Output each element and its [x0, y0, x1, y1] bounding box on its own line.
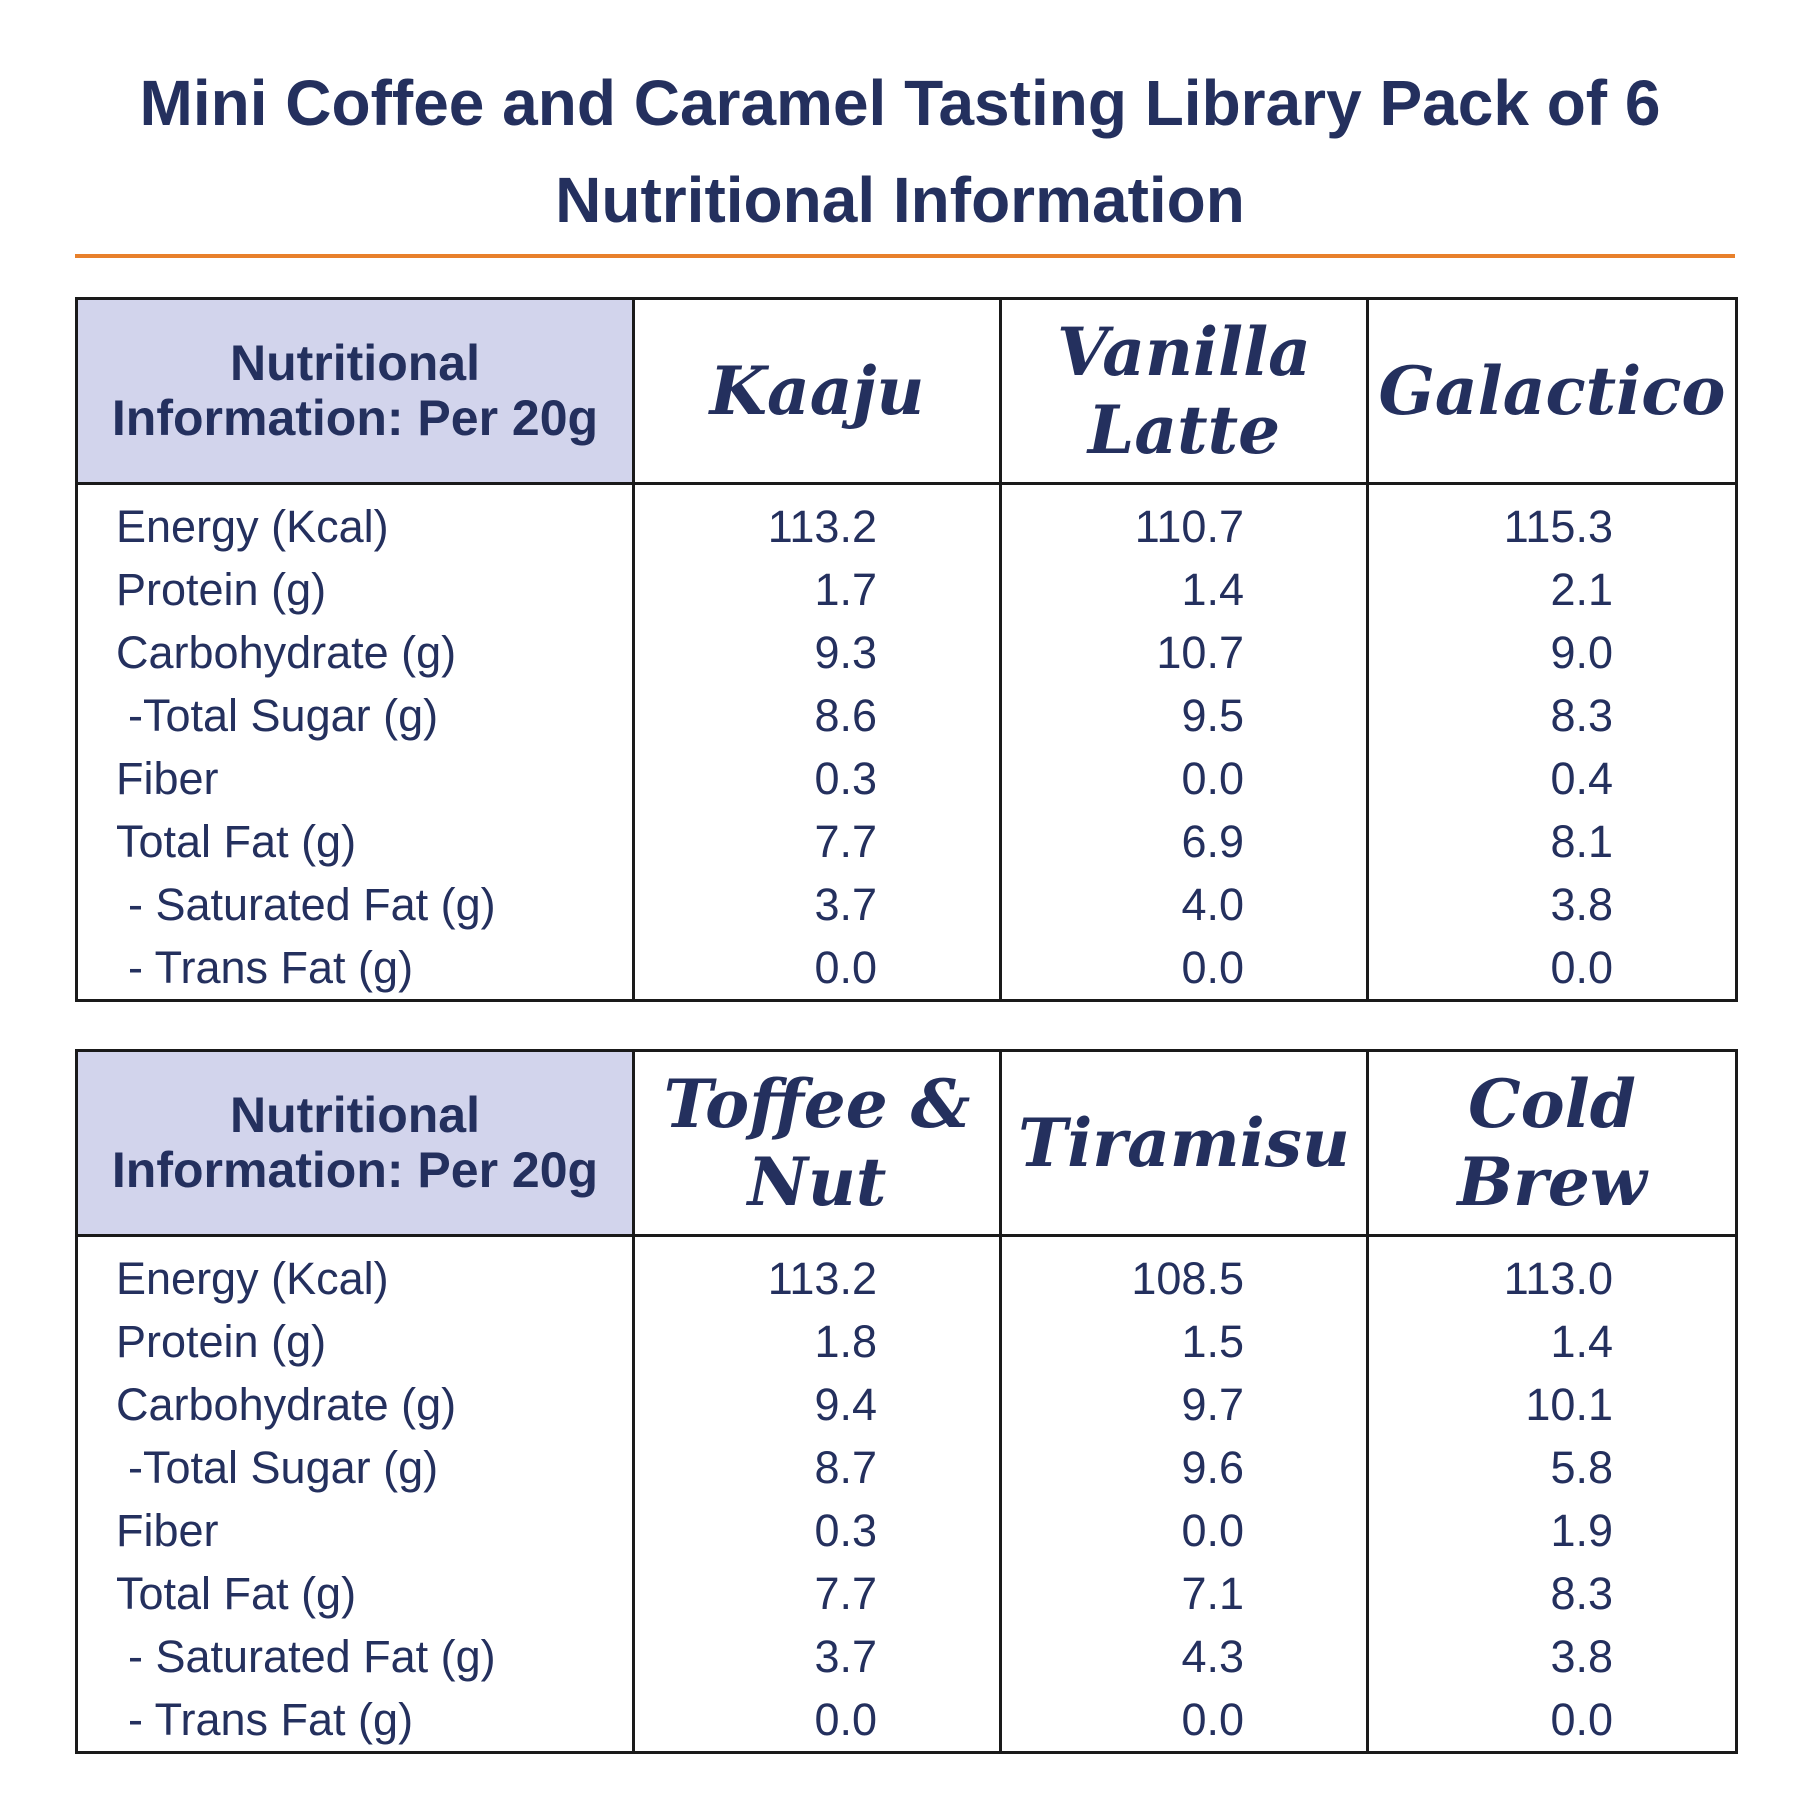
nutrient-value: 113.0 [1503, 1253, 1613, 1304]
nutrient-value: 8.6 [814, 690, 877, 741]
nutrient-value: 9.5 [1181, 690, 1244, 741]
nutrient-value: 5.8 [1550, 1442, 1613, 1493]
nutrient-value: 4.0 [1181, 879, 1244, 930]
product-header-cold-brew [1368, 1051, 1737, 1236]
nutrient-value: 2.1 [1550, 564, 1613, 615]
product-name-line-2: Nut [747, 1143, 887, 1221]
product-name-line-1: Kaaju [709, 352, 925, 430]
nutrient-value: 4.3 [1181, 1631, 1244, 1682]
nutrient-value: 1.4 [1181, 564, 1244, 615]
nutrient-value: 9.6 [1181, 1442, 1244, 1493]
nutrient-value: 9.0 [1550, 627, 1613, 678]
nutrient-label: Protein (g) [116, 564, 327, 615]
nutrient-label: Energy (Kcal) [116, 1253, 389, 1304]
nutrient-value: 7.1 [1181, 1568, 1244, 1619]
nutrient-label: - Trans Fat (g) [128, 942, 414, 993]
nutrient-label: Fiber [116, 753, 219, 804]
nutrient-label: Energy (Kcal) [116, 501, 389, 552]
nutrient-value: 0.0 [1550, 942, 1613, 993]
product-name-line-1: Galactico [1378, 352, 1726, 430]
values-column-tiramisu [1001, 1236, 1368, 1753]
nutrient-value: 8.7 [814, 1442, 877, 1493]
page-title [0, 55, 1800, 249]
nutrient-value: 1.8 [814, 1316, 877, 1367]
values-column-toffee-nut [634, 1236, 1001, 1753]
values-column-cold-brew [1368, 1236, 1737, 1753]
values-column-vanilla-latte [1001, 484, 1368, 1001]
nutrient-label: - Trans Fat (g) [128, 1694, 414, 1745]
nutrient-value: 10.7 [1156, 627, 1244, 678]
values-column-kaaju [634, 484, 1001, 1001]
nutrient-value: 3.7 [814, 1631, 877, 1682]
nutrient-label: Carbohydrate (g) [116, 627, 457, 678]
nutrient-value: 1.5 [1181, 1316, 1244, 1367]
nutrient-label: Carbohydrate (g) [116, 1379, 457, 1430]
product-header-vanilla-latte [1001, 299, 1368, 484]
nutrient-value: 1.7 [814, 564, 877, 615]
header-label-line-2: Information: Per 20g [111, 1142, 599, 1198]
nutrient-value: 10.1 [1525, 1379, 1613, 1430]
nutrient-labels-column [77, 1236, 634, 1753]
product-name-line-1: Vanilla [1057, 313, 1311, 391]
header-label-line-2: Information: Per 20g [111, 390, 599, 446]
product-header-toffee-nut [634, 1051, 1001, 1236]
nutrient-value: 0.0 [1181, 1505, 1244, 1556]
nutrient-labels-column [77, 484, 634, 1001]
nutrient-value: 0.3 [814, 1505, 877, 1556]
title-line-1: Mini Coffee and Caramel Tasting Library Pack of 6 [139, 67, 1661, 139]
nutrient-value: 8.3 [1550, 1568, 1613, 1619]
header-label-cell [77, 299, 634, 484]
nutrient-value: 7.7 [814, 816, 877, 867]
product-name-line-2: Latte [1087, 391, 1281, 469]
nutrition-table-1 [75, 297, 1738, 1002]
table-body-row [77, 1236, 1737, 1753]
product-name-line-1: Tiramisu [1018, 1104, 1350, 1182]
header-label-cell [77, 1051, 634, 1236]
header-label-line-1: Nutritional [230, 1087, 480, 1143]
table-body-row [77, 484, 1737, 1001]
nutrient-label: -Total Sugar (g) [128, 1442, 439, 1493]
nutrient-label: Protein (g) [116, 1316, 327, 1367]
nutrient-value: 9.7 [1181, 1379, 1244, 1430]
nutrient-value: 8.3 [1550, 690, 1613, 741]
nutrient-value: 0.0 [1550, 1694, 1613, 1745]
nutrient-value: 108.5 [1131, 1253, 1244, 1304]
nutrient-label: Fiber [116, 1505, 219, 1556]
nutrient-label: -Total Sugar (g) [128, 690, 439, 741]
nutrient-value: 3.8 [1550, 1631, 1613, 1682]
product-header-tiramisu [1001, 1051, 1368, 1236]
nutrient-value: 0.0 [1181, 753, 1244, 804]
nutrient-value: 0.0 [814, 1694, 877, 1745]
nutrient-value: 6.9 [1181, 816, 1244, 867]
product-name-line-1: Cold Brew [1457, 1065, 1647, 1221]
nutrient-label: - Saturated Fat (g) [128, 879, 496, 930]
nutrient-value: 113.2 [767, 1253, 877, 1304]
table-header-row [77, 299, 1737, 484]
values-column-galactico [1368, 484, 1737, 1001]
product-header-galactico [1368, 299, 1737, 484]
nutrient-value: 113.2 [767, 501, 877, 552]
nutrient-label: Total Fat (g) [116, 816, 357, 867]
nutrition-table-2 [75, 1049, 1738, 1754]
nutrient-value: 8.1 [1550, 816, 1613, 867]
nutrient-value: 9.4 [814, 1379, 877, 1430]
nutrient-value: 0.0 [814, 942, 877, 993]
nutrient-value: 3.8 [1550, 879, 1613, 930]
nutrient-value: 110.7 [1134, 501, 1244, 552]
nutrient-label: - Saturated Fat (g) [128, 1631, 496, 1682]
nutrient-value: 0.3 [814, 753, 877, 804]
nutrient-value: 7.7 [814, 1568, 877, 1619]
nutrient-value: 115.3 [1503, 501, 1613, 552]
product-name-line-1: Toffee & [663, 1065, 971, 1143]
nutrient-value: 3.7 [814, 879, 877, 930]
nutrient-value: 0.0 [1181, 1694, 1244, 1745]
nutrient-value: 1.9 [1550, 1505, 1613, 1556]
orange-divider [75, 254, 1735, 258]
nutrient-value: 9.3 [814, 627, 877, 678]
nutrient-value: 1.4 [1550, 1316, 1613, 1367]
title-line-2: Nutritional Information [555, 164, 1245, 236]
nutrient-value: 0.4 [1550, 753, 1613, 804]
product-header-kaaju [634, 299, 1001, 484]
table-header-row [77, 1051, 1737, 1236]
nutrient-label: Total Fat (g) [116, 1568, 357, 1619]
nutrient-value: 0.0 [1181, 942, 1244, 993]
header-label-line-1: Nutritional [230, 335, 480, 391]
